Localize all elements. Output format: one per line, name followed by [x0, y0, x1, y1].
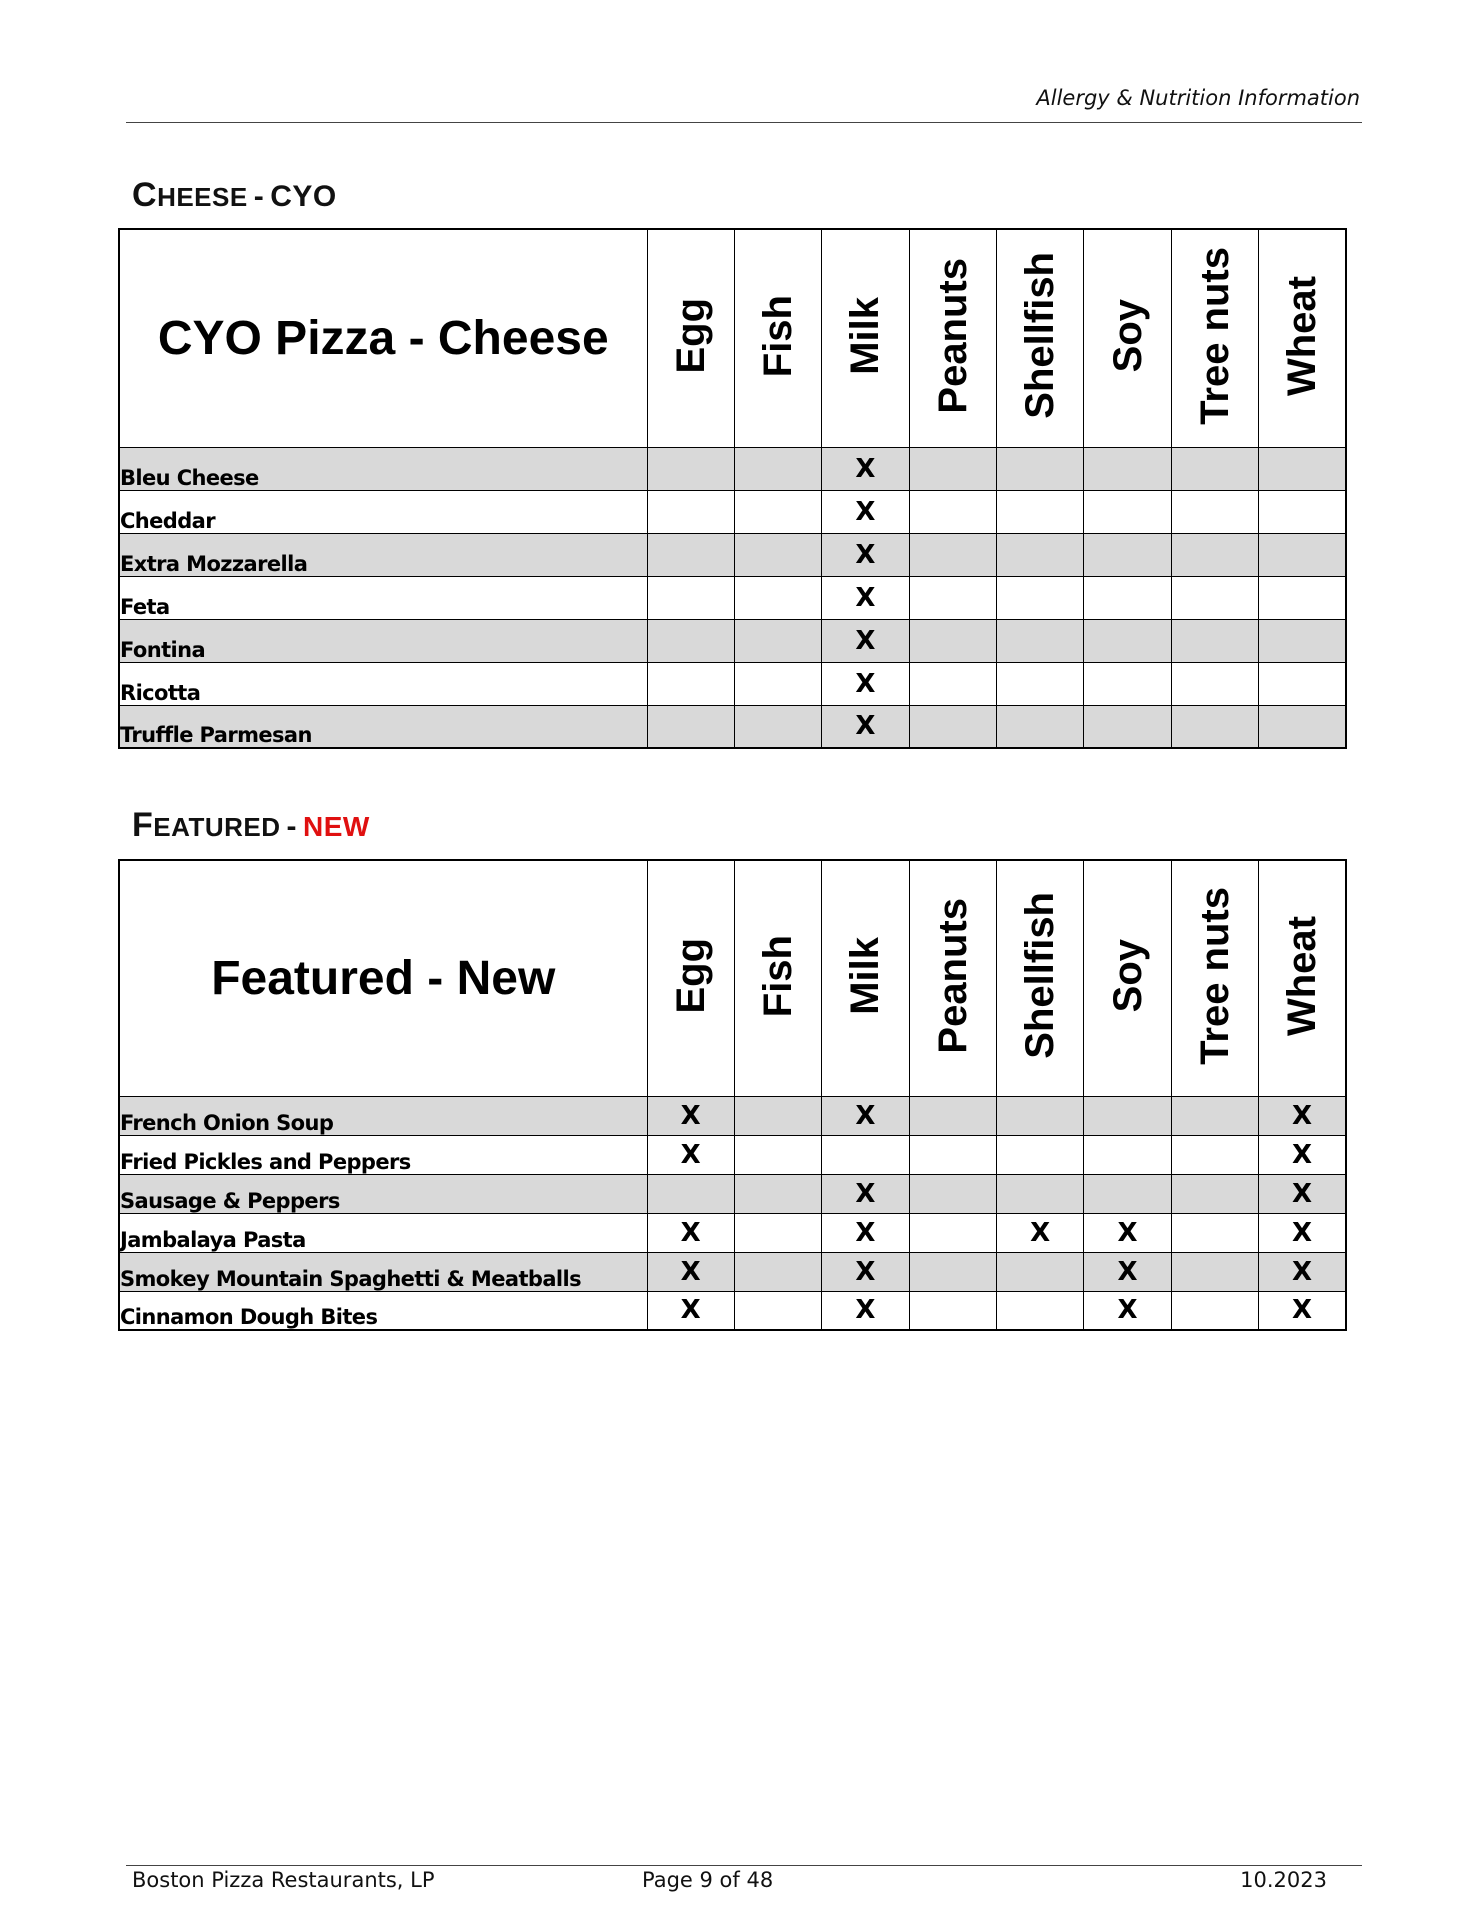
menu-item-name: Ricotta — [119, 662, 647, 705]
col-header-shellfish: Shellfish — [997, 860, 1084, 1096]
allergen-mark — [1171, 1174, 1258, 1213]
allergen-mark — [734, 1252, 821, 1291]
col-header-egg: Egg — [647, 860, 734, 1096]
col-header-wheat: Wheat — [1259, 229, 1346, 447]
allergen-mark — [647, 576, 734, 619]
allergen-mark: X — [1259, 1135, 1346, 1174]
allergen-mark: X — [822, 1291, 909, 1330]
col-header-peanuts: Peanuts — [909, 229, 996, 447]
menu-item-name: Smokey Mountain Spaghetti & Meatballs — [119, 1252, 647, 1291]
table-row — [119, 576, 1346, 619]
allergen-mark — [734, 619, 821, 662]
allergen-mark — [1171, 705, 1258, 748]
allergen-mark — [822, 1135, 909, 1174]
allergen-mark — [909, 1135, 996, 1174]
col-header-fish: Fish — [734, 229, 821, 447]
allergen-mark: X — [822, 1213, 909, 1252]
col-header-fish: Fish — [734, 860, 821, 1096]
table-row — [119, 533, 1346, 576]
heading-separator: - — [286, 810, 298, 843]
table-row — [119, 662, 1346, 705]
menu-item-name: Sausage & Peppers — [119, 1174, 647, 1213]
allergen-mark: X — [822, 576, 909, 619]
allergen-mark — [997, 1135, 1084, 1174]
allergen-mark — [1171, 1135, 1258, 1174]
allergen-mark — [647, 619, 734, 662]
allergen-mark — [647, 490, 734, 533]
footer-page-number: Page 9 of 48 — [642, 1868, 774, 1892]
menu-item-name: Truffle Parmesan — [119, 705, 647, 748]
allergen-mark — [997, 490, 1084, 533]
allergen-mark — [1259, 533, 1346, 576]
menu-item-name: French Onion Soup — [119, 1096, 647, 1135]
allergen-mark — [734, 1096, 821, 1135]
allergen-mark: X — [1259, 1096, 1346, 1135]
allergen-mark: X — [822, 662, 909, 705]
allergen-mark: X — [647, 1213, 734, 1252]
table-row — [119, 619, 1346, 662]
allergen-mark — [1171, 1252, 1258, 1291]
allergen-mark: X — [1084, 1213, 1171, 1252]
allergen-mark — [647, 447, 734, 490]
table-row — [119, 447, 1346, 490]
table-header-row — [119, 860, 1346, 1096]
allergen-mark — [997, 533, 1084, 576]
section-heading-cheese — [132, 176, 337, 215]
allergen-mark — [997, 662, 1084, 705]
allergen-mark — [997, 705, 1084, 748]
allergen-mark — [734, 447, 821, 490]
allergen-mark — [734, 533, 821, 576]
allergen-mark — [1171, 490, 1258, 533]
allergen-mark — [997, 1096, 1084, 1135]
allergen-mark: X — [822, 1096, 909, 1135]
allergen-mark — [1259, 490, 1346, 533]
allergen-mark — [909, 447, 996, 490]
document-header-title: Allergy & Nutrition Information — [1036, 86, 1360, 110]
allergen-mark — [1084, 662, 1171, 705]
allergen-mark — [997, 1291, 1084, 1330]
heading-initial: C — [132, 176, 158, 214]
table-title: CYO Pizza - Cheese — [119, 229, 647, 447]
table-row — [119, 1291, 1346, 1330]
allergen-mark — [734, 490, 821, 533]
allergen-mark: X — [647, 1291, 734, 1330]
allergen-mark — [909, 1291, 996, 1330]
allergen-mark — [909, 705, 996, 748]
allergen-mark: X — [647, 1096, 734, 1135]
allergen-mark — [1084, 447, 1171, 490]
allergen-mark — [1259, 662, 1346, 705]
menu-item-name: Extra Mozzarella — [119, 533, 647, 576]
allergen-mark — [1259, 619, 1346, 662]
allergen-mark — [734, 576, 821, 619]
allergen-mark: X — [822, 619, 909, 662]
allergen-mark — [1084, 705, 1171, 748]
section-heading-featured — [132, 806, 370, 845]
allergen-mark — [997, 576, 1084, 619]
allergen-mark — [909, 662, 996, 705]
allergen-mark: X — [997, 1213, 1084, 1252]
table-row — [119, 705, 1346, 748]
allergen-mark: X — [1259, 1291, 1346, 1330]
allergen-mark — [997, 1252, 1084, 1291]
col-header-soy: Soy — [1084, 229, 1171, 447]
allergen-mark — [734, 1213, 821, 1252]
allergen-table-featured-new — [118, 859, 1347, 1331]
col-header-tree-nuts: Tree nuts — [1171, 860, 1258, 1096]
allergen-mark — [1084, 1096, 1171, 1135]
allergen-mark — [1171, 533, 1258, 576]
allergen-mark — [1084, 1174, 1171, 1213]
menu-item-name: Bleu Cheese — [119, 447, 647, 490]
footer-divider — [126, 1865, 1362, 1866]
col-header-shellfish: Shellfish — [997, 229, 1084, 447]
allergen-mark — [909, 1096, 996, 1135]
table-row — [119, 1174, 1346, 1213]
allergen-mark: X — [1259, 1213, 1346, 1252]
allergen-mark: X — [1259, 1174, 1346, 1213]
allergen-mark — [734, 662, 821, 705]
allergen-mark — [647, 705, 734, 748]
allergen-mark — [909, 533, 996, 576]
allergen-mark: X — [1084, 1291, 1171, 1330]
allergen-mark — [1171, 1291, 1258, 1330]
allergen-mark — [1259, 447, 1346, 490]
col-header-soy: Soy — [1084, 860, 1171, 1096]
heading-rest: HEESE — [157, 182, 248, 212]
allergen-mark — [1171, 662, 1258, 705]
allergen-mark — [997, 1174, 1084, 1213]
allergen-mark — [734, 705, 821, 748]
col-header-tree-nuts: Tree nuts — [1171, 229, 1258, 447]
table-row — [119, 490, 1346, 533]
allergen-mark — [1084, 619, 1171, 662]
heading-suffix: CYO — [270, 180, 337, 213]
menu-item-name: Cheddar — [119, 490, 647, 533]
menu-item-name: Cinnamon Dough Bites — [119, 1291, 647, 1330]
footer-company: Boston Pizza Restaurants, LP — [132, 1868, 435, 1892]
allergen-mark — [909, 1174, 996, 1213]
allergen-mark — [1171, 619, 1258, 662]
allergen-mark: X — [822, 705, 909, 748]
allergen-mark — [1084, 490, 1171, 533]
allergen-mark — [647, 533, 734, 576]
col-header-wheat: Wheat — [1259, 860, 1346, 1096]
col-header-milk: Milk — [822, 860, 909, 1096]
allergen-mark — [1171, 576, 1258, 619]
allergen-mark — [647, 1174, 734, 1213]
col-header-peanuts: Peanuts — [909, 860, 996, 1096]
allergen-mark — [1259, 705, 1346, 748]
col-header-milk: Milk — [822, 229, 909, 447]
allergen-mark — [909, 576, 996, 619]
menu-item-name: Fried Pickles and Peppers — [119, 1135, 647, 1174]
allergen-mark — [1084, 533, 1171, 576]
allergen-mark — [1171, 1213, 1258, 1252]
allergen-mark — [734, 1291, 821, 1330]
allergen-mark — [734, 1174, 821, 1213]
table-row — [119, 1213, 1346, 1252]
heading-rest: EATURED — [153, 812, 281, 842]
table-header-row — [119, 229, 1346, 447]
allergen-mark — [647, 662, 734, 705]
allergen-mark — [909, 490, 996, 533]
allergen-mark — [997, 447, 1084, 490]
table-title: Featured - New — [119, 860, 647, 1096]
allergen-table-cyo-cheese — [118, 228, 1347, 749]
col-header-egg: Egg — [647, 229, 734, 447]
allergen-mark — [997, 619, 1084, 662]
menu-item-name: Fontina — [119, 619, 647, 662]
allergen-mark — [1084, 1135, 1171, 1174]
allergen-mark — [909, 619, 996, 662]
table-row — [119, 1135, 1346, 1174]
allergen-mark: X — [822, 1252, 909, 1291]
allergen-mark: X — [647, 1135, 734, 1174]
allergen-mark: X — [822, 533, 909, 576]
table-row — [119, 1252, 1346, 1291]
allergen-mark — [1171, 1096, 1258, 1135]
allergen-mark: X — [647, 1252, 734, 1291]
menu-item-name: Jambalaya Pasta — [119, 1213, 647, 1252]
menu-item-name: Feta — [119, 576, 647, 619]
footer-date: 10.2023 — [1240, 1868, 1327, 1892]
allergen-mark: X — [822, 1174, 909, 1213]
allergen-mark — [1084, 576, 1171, 619]
allergen-mark — [909, 1252, 996, 1291]
allergen-mark: X — [1084, 1252, 1171, 1291]
allergen-mark: X — [822, 490, 909, 533]
heading-separator: - — [253, 180, 265, 213]
allergen-mark — [1171, 447, 1258, 490]
table-row — [119, 1096, 1346, 1135]
allergen-mark — [909, 1213, 996, 1252]
allergen-mark — [1259, 576, 1346, 619]
allergen-mark — [734, 1135, 821, 1174]
allergen-mark: X — [1259, 1252, 1346, 1291]
heading-suffix-new: NEW — [303, 811, 370, 842]
allergen-mark: X — [822, 447, 909, 490]
header-divider — [126, 122, 1362, 123]
heading-initial: F — [132, 806, 154, 844]
